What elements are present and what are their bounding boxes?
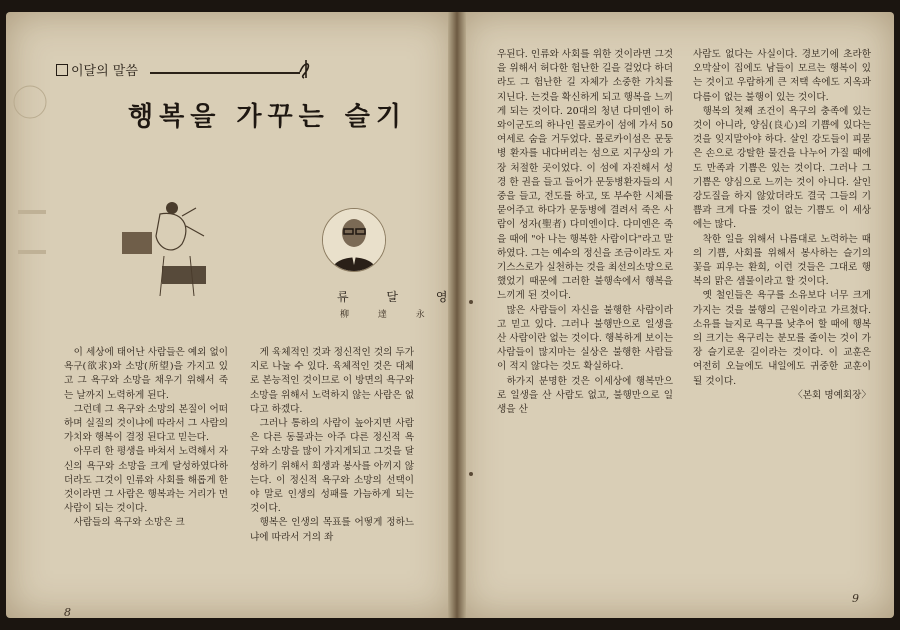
sketch-illustration [112, 196, 222, 306]
author-portrait [322, 208, 386, 272]
paragraph: 아무리 한 평생을 바쳐서 노력해서 자신의 욕구와 소망을 크게 달성하였다하더라도 그것이 인류와 사회를 해롭게 한 것이라면 그 사람은 행복과는 거리가 먼 사람이 되는 것이다. [64, 446, 228, 515]
page-number-right: 9 [852, 592, 859, 605]
staple-hole [469, 472, 473, 476]
paragraph: 행복은 인생의 목표를 어떻게 정하느냐에 따라서 거의 좌 [250, 517, 414, 543]
decorative-pen-line [150, 72, 300, 74]
page-number-left: 8 [64, 606, 71, 619]
author-name: 류 달 영 [337, 290, 465, 304]
section-label-text: 이달의 말씀 [71, 64, 138, 79]
paragraph: 하가지 분명한 것은 이세상에 행복만으로 일생을 산 사람도 없고, 불행만으로 일생을 산 [497, 375, 673, 416]
paragraph: 그러나 통하의 사람이 높아지면 사람은 다른 동물과는 아주 다른 정신적 욕구와 소망을 많이 가지게되고 그것을 달성하기 위해서 희생과 봉사를 아끼지 않는다. 이 정신적 욕구와 소망의 선택이야 말로 인생의 성패를 가늠하게 되는 것이다. [250, 418, 414, 515]
paragraph: 착한 일을 위해서 나름대로 노력하는 때의 기쁨, 사회를 위해서 봉사하는 슬기의 꽃을 피우는 환희, 이런 것들은 그대로 행복의 맑은 샘물이라고 할 것이다. [693, 233, 871, 288]
paragraph: 게 육체적인 것과 정신적인 것의 두가지로 나눌 수 있다. 육체적인 것은 대체로 본능적인 것이므로 이 방면의 욕구와 소망을 위해서 노력하지 않는 사람은 없다고 하겠다. [250, 347, 414, 415]
text-column [250, 346, 414, 545]
author-photo [323, 209, 385, 271]
author-signoff: 〈본회 명예회장〉 [793, 389, 871, 401]
show-through-marks [10, 80, 50, 280]
article-title: 행복을 가꾸는 슬기 [128, 102, 408, 132]
paragraph: 행복의 첫째 조건이 욕구의 충족에 있는 것이 아니라, 양심(良心)의 기쁨에 있다는 것을 잊지말아야 하다. 살인 강도들이 피묻은 손으로 강탈한 물건을 나누어 가질 때에도 만족과 기쁨은 있는 것이다. 그러나 그 기쁨은 양심으로 느끼는 것이 아니다. 살인 강도질을 하지 않았더라도 결국 그들의 기쁨과 크게 다를 것이 없는 기쁨도 이 세상에는 많다. [693, 105, 871, 231]
paragraph: 옛 철인들은 욕구를 소유보다 너무 크게 가지는 것을 불행의 근원이라고 가르쳤다. 소유를 늘지로 욕구를 낮추어 할 때에 행복의 크기는 욕구리는 분모를 줄이는 것이 가장 슬기로운 길이라는 것이다. 이 교훈은 여전히 오늘에도 내일에도 귀중한 교훈이 될 것이다. [693, 290, 871, 387]
checkbox-square-icon [56, 64, 68, 76]
pen-flourish-icon [296, 58, 316, 80]
paragraph: 이 세상에 태어난 사람들은 예외 없이 욕구(欲求)와 소망(所望)을 가지고 있고 그 욕구와 소망을 채우기 위해서 죽는 날까지 노력하게 된다. [64, 347, 228, 401]
paragraph: 그런데 그 욕구와 소망의 본질이 어떠하며 실질의 것이냐에 따라서 그 사람의 가치와 행복이 결정 된다고 믿는다. [64, 403, 228, 444]
text-column [64, 346, 228, 531]
section-label [56, 60, 138, 79]
staple-hole [469, 300, 473, 304]
book-gutter [448, 12, 466, 618]
text-column [497, 48, 673, 417]
paragraph: 우된다. 인류와 사회를 위한 것이라면 그것을 위해서 허다한 험난한 길을 걸었다 하더라도 그 험난한 길 자체가 소중한 가치를 지닌다. 는것을 확신하게 되고 행복을 느끼게 되는 것이다. 20대의 청년 다미엔이 하와이군도의 하나인 몰로카이 섬에 가서 50여세로 숨을 거두었다. 몰로카이섬은 문둥병 환자를 내다버리는 섬으로 지구상의 가장 처절한 곳이었다. 이 섬에 자진해서 성경 한 권을 들고 들어가 문둥병환자들의 시중을 들고, 전도를 하고, 또 부수한 시체를 묻어주고 하다가 문둥병에 결려서 죽은 사람이 성자(聖者) 다미엔이다. 다미엔은 죽을 때에 "아 나는 행복한 사람이다"라고 말하였다. 그는 예수의 정신을 조금이라도 자기스스로가 실천하는 것을 최선의소망으로 했었기 때문에 그러한 불행속에서 행복을 느끼게 된 것이다. [497, 49, 673, 302]
text-column [693, 48, 871, 403]
paragraph: 사람들의 욕구와 소망은 크 [73, 517, 185, 529]
paragraph: 많은 사람들이 자신을 불행한 사람이라고 믿고 있다. 그러나 불행만으로 일생을 산 사람이란 없는 것이다. 행복하게 보이는 사람들이 많지마는 실상은 불행한 사람들이 적지 않다는 것도 확실하다. [497, 304, 673, 373]
author-name-hanja: 柳 達 永 [340, 310, 438, 320]
paragraph: 사람도 없다는 사실이다. 경보기에 초라한 오막살이 집에도 남들이 모르는 행복이 있는 것이고 우람하게 큰 저택 속에도 지옥과 다름이 없는 불행이 있는 것이다. [693, 49, 871, 103]
